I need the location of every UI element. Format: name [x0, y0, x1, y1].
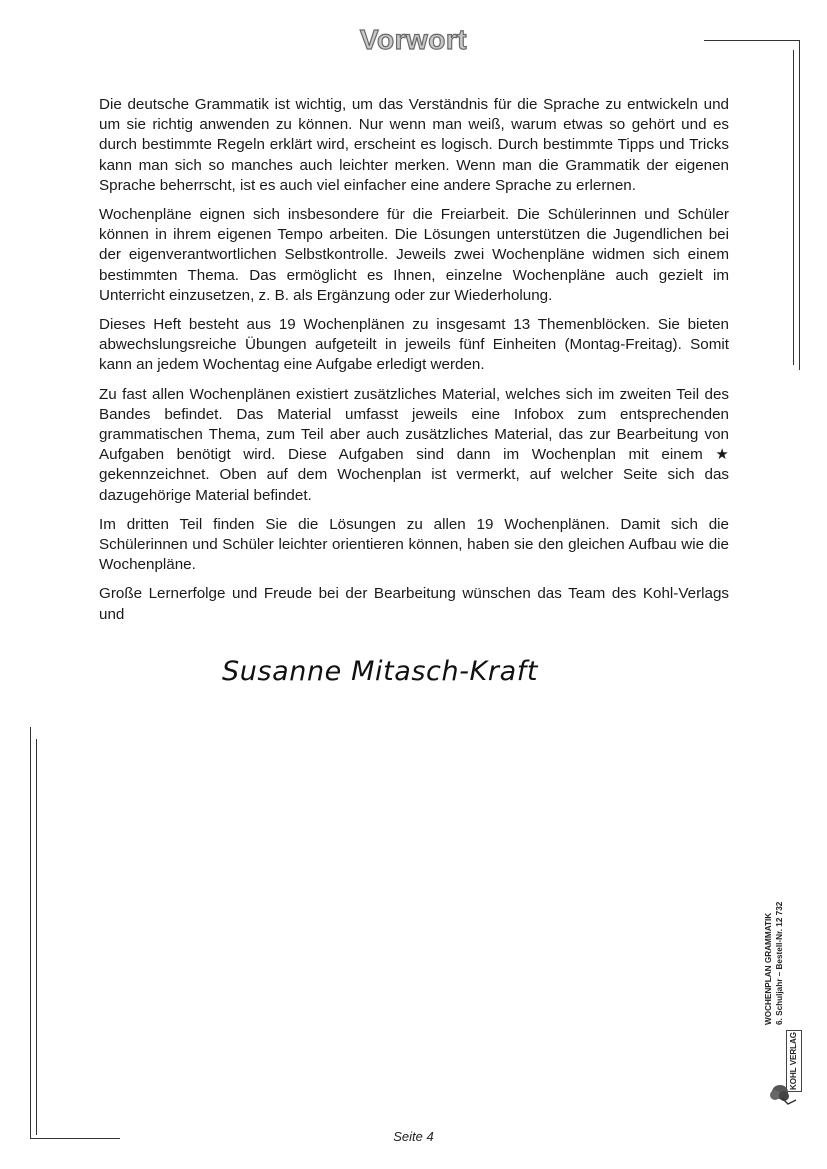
paragraph: Im dritten Teil finden Sie die Lösungen zu allen 19 Wochenplänen. Damit sich die Schülerinnen und Schüler leichter orientieren können, haben sie den gleichen Aufbau wie die Wochenpläne.: [99, 515, 729, 574]
paragraph: Große Lernerfolge und Freude bei der Bearbeitung wünschen das Team des Kohl-Verlags und: [99, 585, 729, 623]
side-label-line1: WOCHENPLAN GRAMMATIK: [764, 912, 773, 1025]
side-label-text: [763, 855, 803, 1025]
signature: Susanne Mitasch-Kraft: [221, 656, 539, 687]
frame-line-left-outer: [30, 727, 31, 1139]
page-number: Seite 4: [393, 1129, 434, 1144]
page-title: Vorwort: [359, 24, 468, 55]
frame-line-right-outer: [799, 40, 800, 370]
publisher-logo: [768, 1030, 804, 1106]
frame-line-top-right: [704, 40, 800, 41]
side-label-line2: 6. Schuljahr – Bestell-Nr. 12 732: [775, 901, 784, 1025]
paragraph: Wochenpläne eignen sich insbesondere für die Freiarbeit. Die Schülerinnen und Schüler können in ihrem eigenen Tempo arbeiten. Die Lösungen unterstützen die Jugendlichen bei der eigenverantwortlichen Selbstkontrolle. Jeweils zwei Wochenpläne widmen sich einem bestimmten Thema. Das ermöglicht es Ihnen, einzelne Wochenpläne auch gezielt im Unterricht einzusetzen, z. B. als Ergänzung oder zur Wiederholung.: [99, 206, 729, 304]
frame-line-left-inner: [36, 739, 37, 1135]
paragraph: Die deutsche Grammatik ist wichtig, um das Verständnis für die Sprache zu entwickeln und um sie richtig anwenden zu können. Nur wenn man weiß, warum etwas so gehört und es durch bestimmte Regeln erklärt wird, erscheint es logisch. Durch bestimmte Tipps und Tricks kann man sich so manches auch leichter merken. Wenn man die Grammatik der eigenen Sprache beherrscht, ist es auch viel einfacher eine andere Sprache zu erlernen.: [99, 96, 729, 194]
paragraph: Dieses Heft besteht aus 19 Wochenplänen zu insgesamt 13 Themenblöcken. Sie bieten abwechslungsreiche Übungen aufgeteilt in jeweils fünf Einheiten (Montag-Freitag). Somit kann an jedem Wochentag eine Aufgabe erledigt werden.: [99, 316, 729, 374]
frame-line-right-inner: [793, 50, 794, 365]
logo-text: KOHL VERLAG: [789, 1031, 798, 1091]
paragraph: Zu fast allen Wochenplänen existiert zusätzliches Material, welches sich im zweiten Teil des Bandes befindet. Das Material umfasst jeweils eine Infobox zum entsprechenden grammatischen Thema, zum Teil aber auch zusätzliches Material, das zur Bearbeitung von Aufgaben benötigt wird. Diese Aufgaben sind dann im Wochenplan mit einem ★ gekennzeichnet. Oben auf dem Wochenplan ist vermerkt, auf welcher Seite sich das dazugehörige Material befindet.: [99, 385, 729, 504]
tree-icon: [768, 1030, 804, 1106]
body-text: [99, 95, 729, 634]
side-label: [763, 855, 803, 1025]
